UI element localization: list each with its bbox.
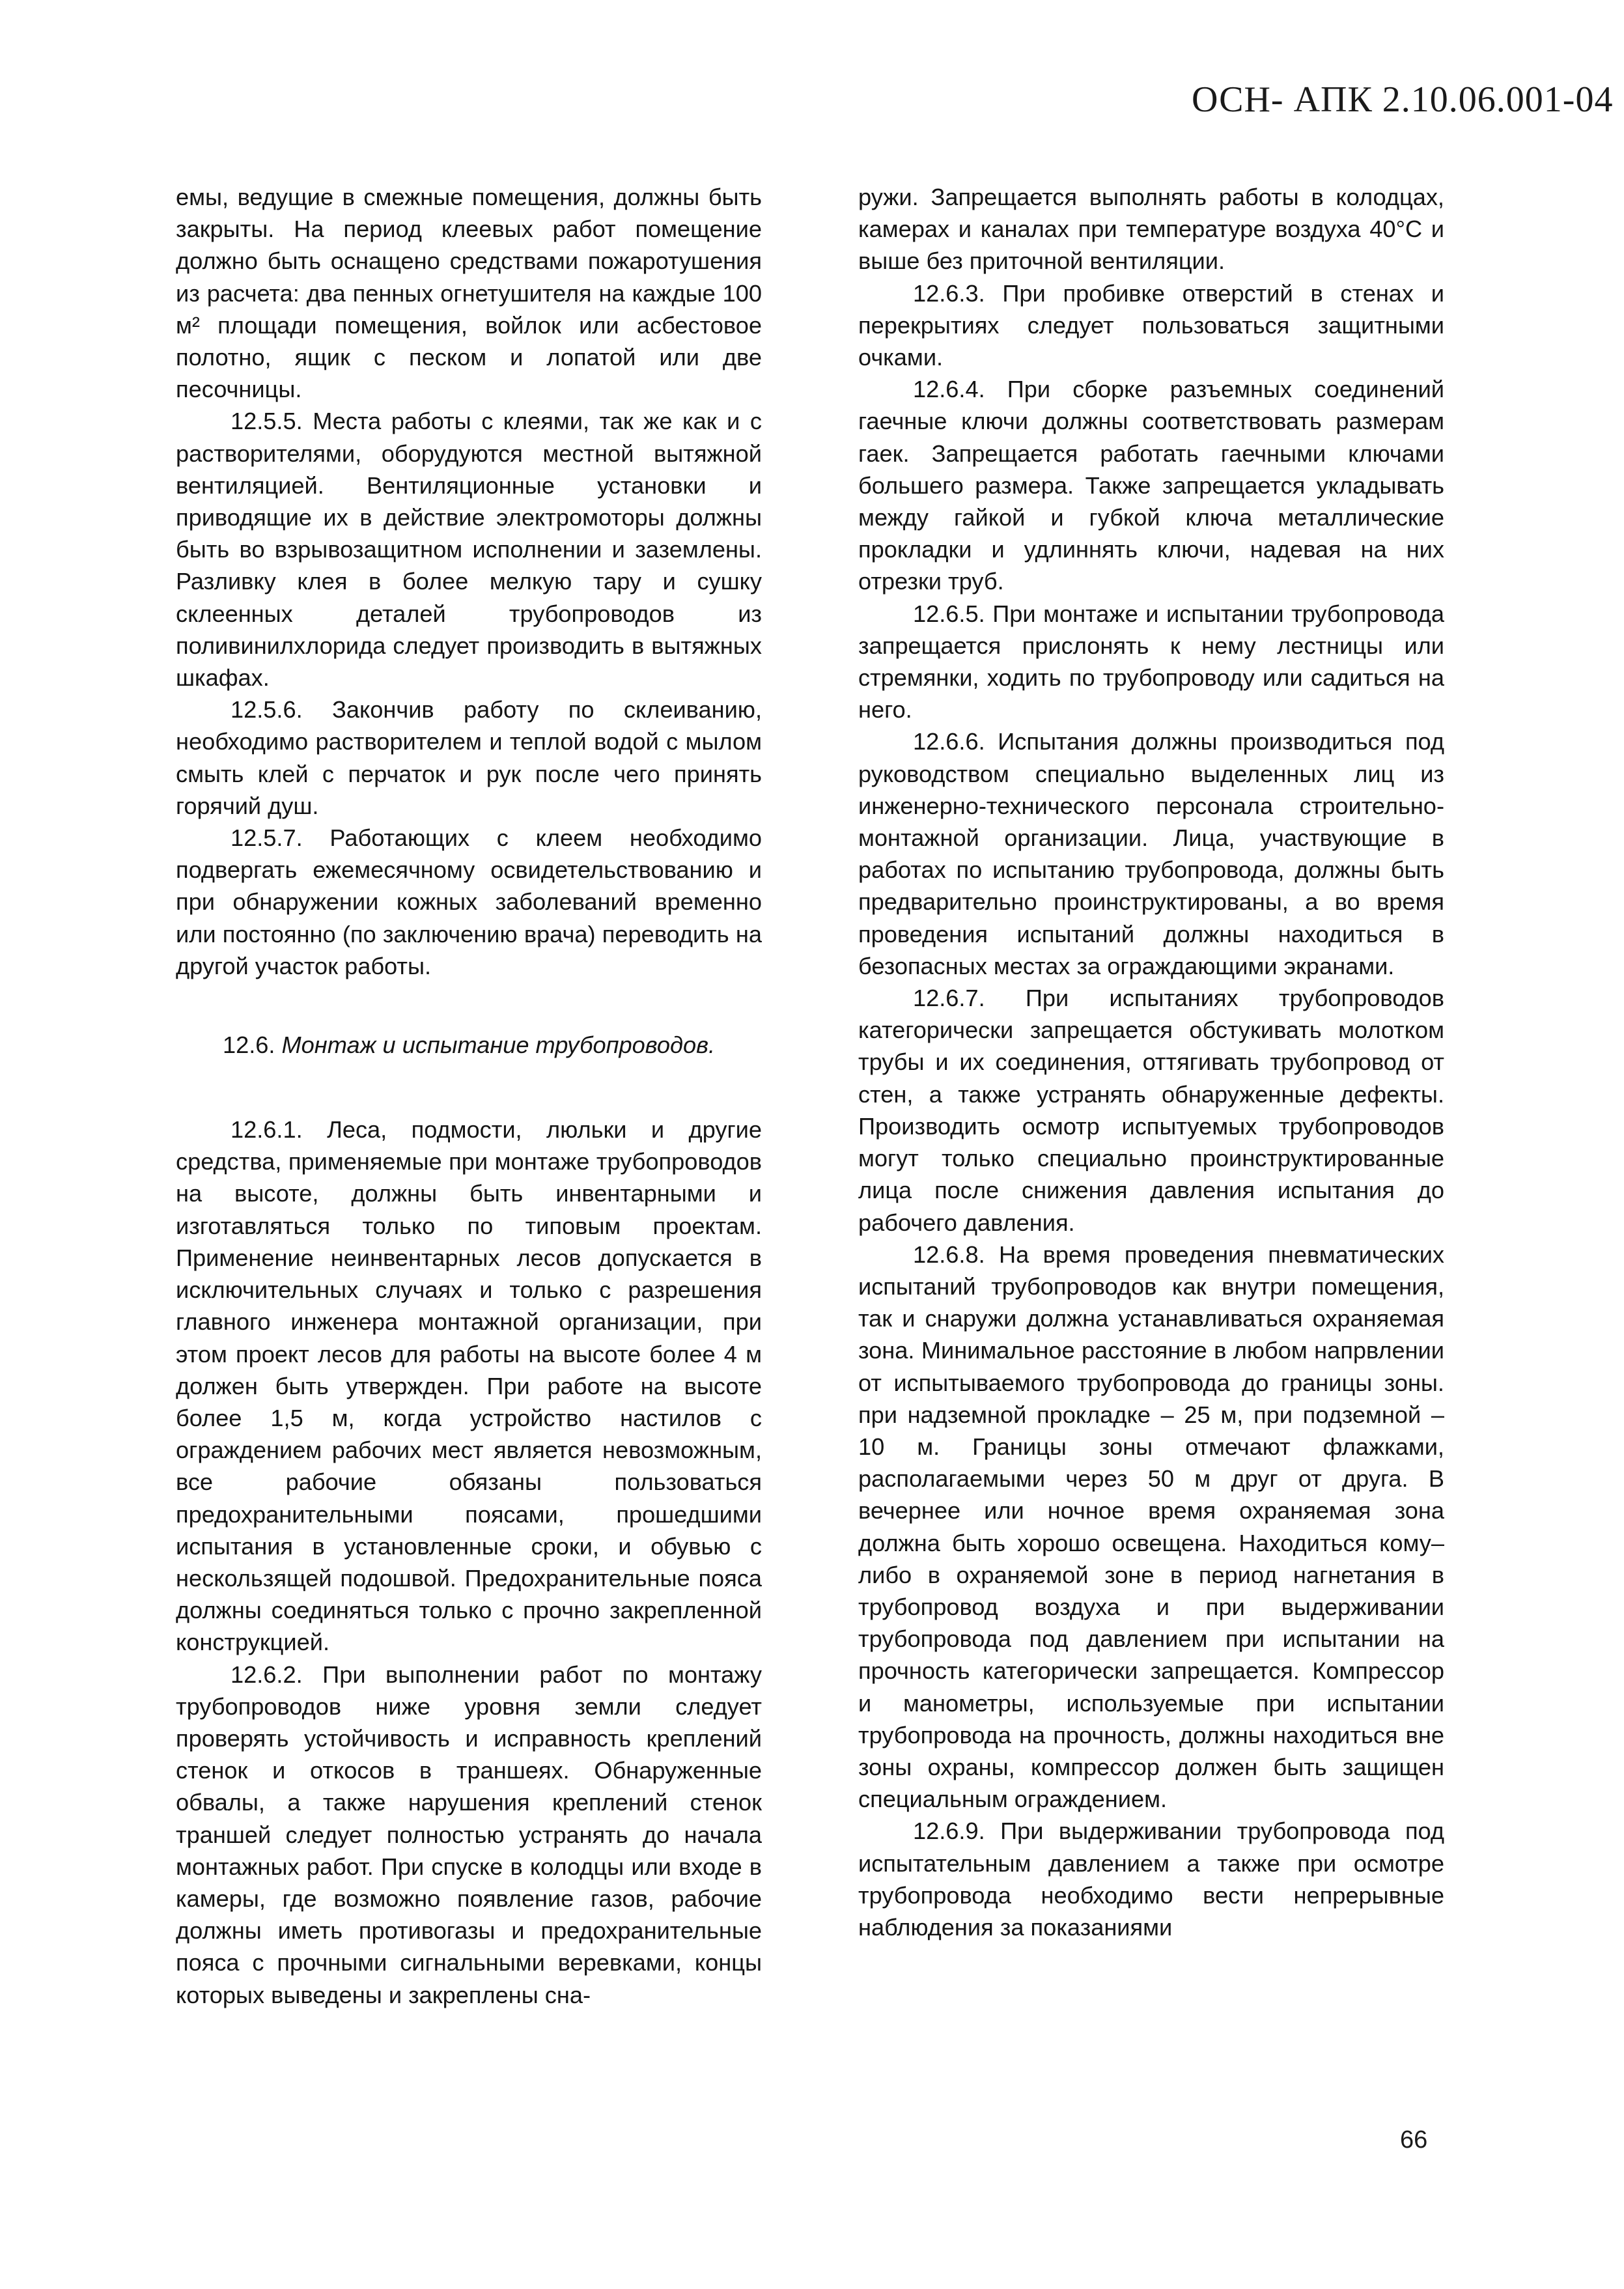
page-number: 66 — [1400, 2126, 1428, 2154]
paragraph-12-6-4: 12.6.4. При сборке разъемных соединений гаечные ключи должны соответствовать размерам гаек. Запрещается работать гаечными ключами большего размера. Также запрещается укладывать между гайкой и губкой ключа металлические прокладки и удлиннять ключи, надевая на них отрезки труб. — [858, 376, 1444, 595]
paragraph-12-6-7: 12.6.7. При испытаниях трубопроводов категорически запрещается обстукивать молотком трубы и их соединения, оттягивать трубопровод от стен, а также устранять обнаруженные дефекты. Производить осмотр испытуемых трубопроводов могут только специально проинструктированные лица после снижения давления испытания до рабочего давления. — [858, 985, 1444, 1236]
right-column — [858, 181, 1444, 1943]
paragraph-12-5-6: 12.5.6. Закончив работу по склеиванию, необходимо растворителем и теплой водой с мылом смыть клей с перчаток и рук после чего принять горячий душ. — [176, 696, 762, 819]
paragraph-12-6-3: 12.6.3. При пробивке отверстий в стенах и перекрытиях следует пользоваться защитными очками. — [858, 279, 1444, 371]
paragraph-continuation-right: ружи. Запрещается выполнять работы в колодцах, камерах и каналах при температуре воздуха 40°С и выше без приточной вентиляции. — [858, 184, 1444, 275]
section-heading — [176, 1029, 762, 1061]
paragraph-12-6-9: 12.6.9. При выдерживании трубопровода под испытательным давлением а также при осмотре трубопровода необходимо вести непрерывные наблюдения за показаниями — [858, 1818, 1444, 1941]
paragraph-12-5-5: 12.5.5. Места работы с клеями, так же как и с растворителями, оборудуются местной вытяжной вентиляцией. Вентиляционные установки и приводящие их в действие электромоторы должны быть во взрывозащитном исполнении и заземлены. Разливку клея в более мелкую тару и сушку склеенных деталей трубопроводов из поливинилхлорида следует производить в вытяжных шкафах. — [176, 408, 762, 692]
paragraph-12-6-1: 12.6.1. Леса, подмости, люльки и другие средства, применяемые при монтаже трубопроводов на высоте, должны быть инвентарными и изготавляться только по типовым проектам. Применение неинвентарных лесов допускается в исключительных случаях и только с разрешения главного инженера монтажной организации, при этом проект лесов для работы на высоте более 4 м должен быть утвержден. При работе на высоте более 1,5 м, когда устройство настилов с ограждением рабочих мест является невозможным, все рабочие обязаны пользоваться предохранительными поясами, прошедшими испытания в установленные сроки, и обувью с нескользящей подошвой. Предохранительные пояса должны соединяться только с прочно закрепленной конструкцией. — [176, 1116, 762, 1656]
paragraph-12-6-8: 12.6.8. На время проведения пневматических испытаний трубопроводов как внутри помещения, так и снаружи должна устанавливаться охраняемая зона. Минимальное расстояние в любом напрвлении от испытываемого трубопровода до границы зоны. при надземной прокладке – 25 м, при подземной – 10 м. Границы зоны отмечают флажками, располагаемыми через 50 м друг от друга. В вечернее или ночное время охраняемая зона должна быть хорошо освещена. Находиться кому–либо в охраняемой зоне в период нагнетания в трубопровод воздуха и при выдерживании трубопровода под давлением при испытании на прочность категорически запрещается. Компрессор и манометры, используемые при испытании трубопровода на прочность, должны находиться вне зоны охраны, компрессор должен быть защищен специальным ограждением. — [858, 1241, 1444, 1813]
document-code: ОСН- АПК 2.10.06.001-04 — [1192, 79, 1614, 120]
paragraph-12-6-6: 12.6.6. Испытания должны производиться под руководством специально выделенных лиц из инженерно-технического персонала строительно-монтажной организации. Лица, участвующие в работах по испытанию трубопровода, должны быть предварительно проинструктированы, а во время проведения испытаний должны находиться в безопасных местах за ограждающими экранами. — [858, 728, 1444, 979]
section-number: 12.6. — [222, 1032, 275, 1059]
left-column — [176, 181, 762, 2011]
section-title: Монтаж и испытание трубопроводов. — [281, 1032, 716, 1059]
paragraph-continuation: емы, ведущие в смежные помещения, должны быть закрыты. На период клеевых работ помещение должно быть оснащено средствами пожаротушения из расчета: два пенных огнетушителя на каждые 100 м² площади помещения, войлок или асбестовое полотно, ящик с песком и лопатой или две песочницы. — [176, 184, 762, 403]
paragraph-12-5-7: 12.5.7. Работающих с клеем необходимо подвергать ежемесячному освидетельствованию и при обнаружении кожных заболеваний временно или постоянно (по заключению врача) переводить на другой участок работы. — [176, 824, 762, 979]
paragraph-12-6-2: 12.6.2. При выполнении работ по монтажу трубопроводов ниже уровня земли следует проверять устойчивость и исправность креплений стенок и откосов в траншеях. Обнаруженные обвалы, а также нарушения креплений стенок траншей следует полностью устранять до начала монтажных работ. При спуске в колодцы или входе в камеры, где возможно появление газов, рабочие должны иметь противогазы и предохранительные пояса с прочными сигнальными веревками, концы которых выведены и закреплены сна- — [176, 1661, 762, 2008]
paragraph-12-6-5: 12.6.5. При монтаже и испытании трубопровода запрещается прислонять к нему лестницы или стремянки, ходить по трубопроводу или садиться на него. — [858, 600, 1444, 723]
